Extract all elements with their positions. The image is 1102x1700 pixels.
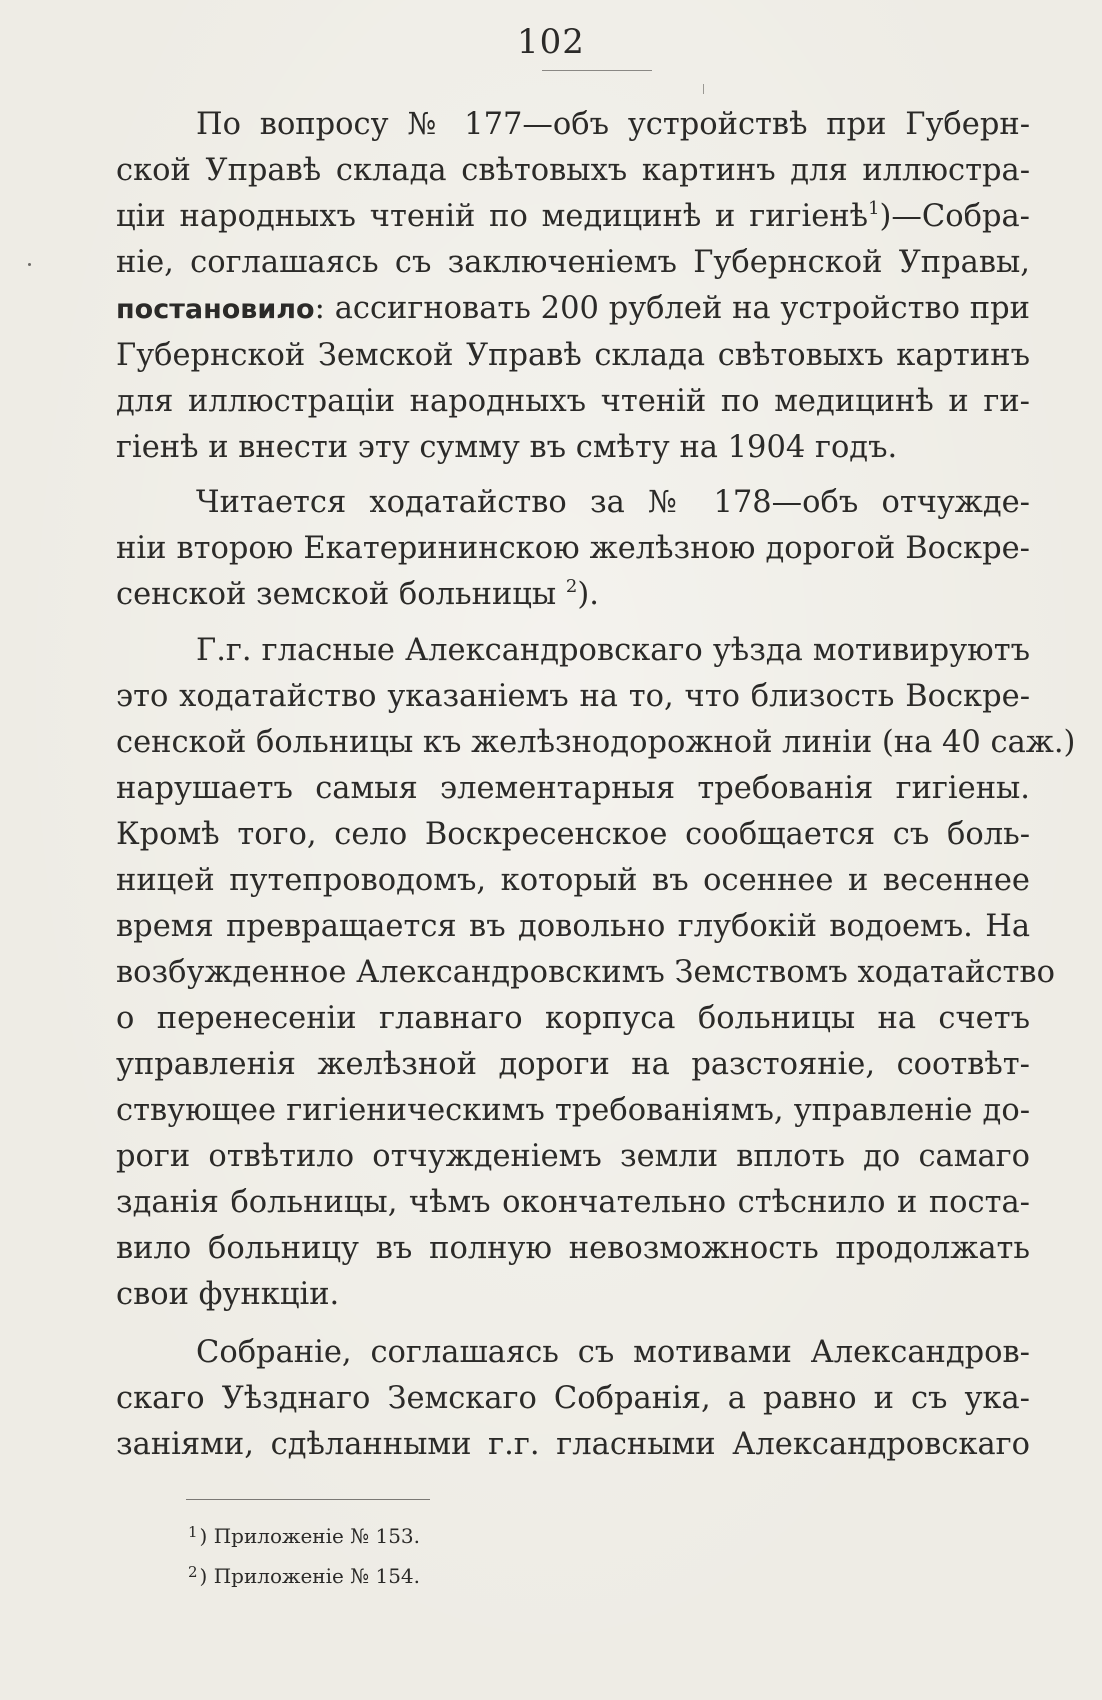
text-line: Губернской Земской Управѣ склада свѣтовыхъ картинъ [116, 338, 1030, 373]
text-line: время превращается въ довольно глубокій водоемъ. На [116, 909, 1030, 944]
paragraph-petition-178 [116, 480, 1030, 618]
text-line: роги отвѣтило отчужденіемъ земли вплоть до самаго [116, 1139, 1030, 1174]
print-speck [703, 84, 704, 94]
text-line: Читается ходатайство за № 178—объ отчужде- [196, 485, 1030, 520]
text-line: это ходатайство указаніемъ на то, что близость Воскре- [116, 679, 1030, 714]
resolution-keyword: постановило [116, 294, 315, 325]
text-line: возбужденное Александровскимъ Земствомъ ходатайство [116, 955, 1055, 990]
footnote-ref-2[interactable]: 2 [565, 576, 578, 597]
footnote-separator [186, 1499, 430, 1500]
footnote-text: Приложеніе № 153. [213, 1524, 421, 1548]
paragraph-assembly-decision [116, 1330, 1030, 1468]
footnote-mark: 1 [188, 1523, 198, 1541]
paragraph-resolution-177 [116, 102, 1030, 471]
text-line: ціи народныхъ чтеній по медицинѣ и гигіенѣ$^1$)—Собра- [116, 198, 1030, 234]
text-line: зданія больницы, чѣмъ окончательно стѣснило и поста- [116, 1185, 1030, 1220]
page-number: 102 [517, 22, 585, 62]
text-line: гіенѣ и внести эту сумму въ смѣту на 1904 годъ. [116, 430, 898, 465]
text-line: сенской земской больницы $^2$). [116, 576, 599, 612]
text-line: нарушаетъ самыя элементарныя требованія гигіены. [116, 771, 1030, 806]
footnotes [188, 1514, 420, 1594]
print-speck [28, 263, 31, 266]
footnote-mark: 2 [188, 1563, 198, 1581]
text-line: Кромѣ того, село Воскресенское сообщается съ боль- [116, 817, 1030, 852]
page-number-rule [542, 70, 652, 71]
text-line: управленія желѣзной дороги на разстояніе, соотвѣт- [116, 1047, 1030, 1082]
text-line: о перенесеніи главнаго корпуса больницы на счетъ [116, 1001, 1030, 1036]
text-line: Собраніе, соглашаясь съ мотивами Александров- [196, 1335, 1030, 1370]
text-line: ніи второю Екатерининскою желѣзною дорогой Воскре- [116, 531, 1030, 566]
text-line: ствующее гигіеническимъ требованіямъ, управленіе до- [116, 1093, 1030, 1128]
footnote-text: Приложеніе № 154. [213, 1564, 421, 1588]
text-line: ніе, соглашаясь съ заключеніемъ Губернской Управы, [116, 245, 1030, 280]
footnote-1: $^1$ ) Приложеніе № 153. [188, 1523, 421, 1548]
text-line: свои функціи. [116, 1277, 340, 1312]
text-line: заніями, сдѣланными г.г. гласными Александровскаго [116, 1427, 1030, 1462]
text-line: Г.г. гласные Александровскаго уѣзда мотивируютъ [196, 633, 1030, 668]
text-line: для иллюстраціи народныхъ чтеній по медицинѣ и ги- [116, 384, 1030, 419]
text-line: По вопросу № 177—объ устройствѣ при Губерн- [196, 107, 1030, 142]
text-line: скаго Уѣзднаго Земскаго Собранія, а равно и съ ука- [116, 1381, 1030, 1416]
footnote-2: $^2$ ) Приложеніе № 154. [188, 1563, 421, 1588]
text-line: ской Управѣ склада свѣтовыхъ картинъ для иллюстра- [116, 153, 1030, 188]
text-line: постановило: ассигновать 200 рублей на устройство при [116, 291, 1030, 326]
footnote-ref-1[interactable]: 1 [868, 198, 880, 219]
text-line: вило больницу въ полную невозможность продолжать [116, 1231, 1030, 1266]
text-line: ницей путепроводомъ, который въ осеннее и весеннее [116, 863, 1030, 898]
paragraph-motivation [116, 628, 1076, 1318]
text-line: сенской больницы къ желѣзнодорожной линіи (на 40 саж.) [116, 725, 1076, 760]
